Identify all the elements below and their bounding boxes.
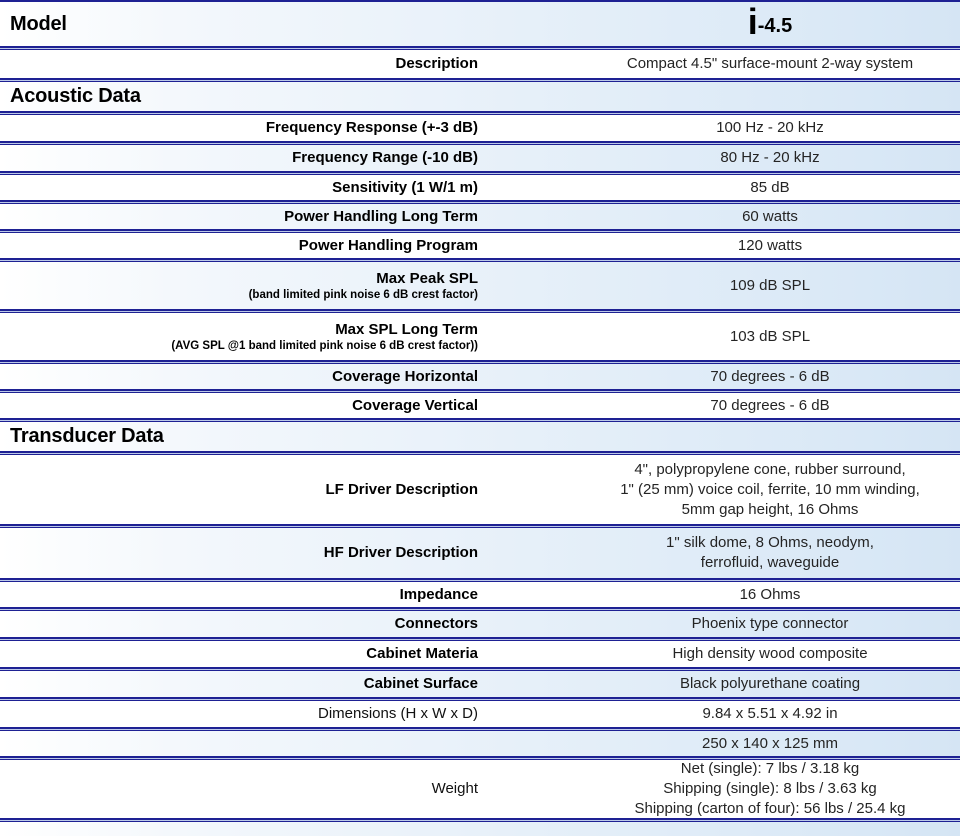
row-frequency-range	[0, 145, 960, 171]
row-label: Connectors	[394, 615, 478, 632]
row-value: Compact 4.5" surface-mount 2-way system	[626, 55, 914, 72]
row-label: Frequency Response (+-3 dB)	[265, 119, 478, 136]
row-value-line: 1" silk dome, 8 Ohms, neodym,	[666, 534, 874, 551]
row-label: Coverage Horizontal	[332, 367, 478, 385]
row-label: Description	[395, 55, 478, 72]
row-sensitivity	[0, 175, 960, 200]
row-value: 120 watts	[737, 236, 803, 254]
row-value: 70 degrees - 6 dB	[710, 367, 830, 385]
row-value: 60 watts	[742, 207, 798, 225]
row-value: 100 Hz - 20 kHz	[716, 119, 824, 136]
row-value: 109 dB SPL	[729, 276, 811, 294]
row-value: Phoenix type connector	[691, 615, 849, 632]
row-value: 70 degrees - 6 dB	[710, 396, 830, 414]
row-value: 80 Hz - 20 kHz	[720, 149, 820, 166]
model-logo-suffix: -4.5	[757, 15, 793, 37]
row-max-spl-long-term	[0, 313, 960, 360]
row-power-handling-program	[0, 233, 960, 258]
row-coverage-vertical	[0, 393, 960, 418]
row-frequency-response	[0, 115, 960, 141]
row-description	[0, 50, 960, 78]
row-label: Dimensions (H x W x D)	[317, 705, 478, 722]
model-logo	[480, 2, 960, 46]
row-label: LF Driver Description	[325, 480, 478, 498]
row-label: Cabinet Materia	[366, 645, 478, 662]
row-cabinet-material	[0, 641, 960, 667]
row-value-line: Shipping (single): 8 lbs / 3.63 kg	[663, 780, 877, 797]
row-coverage-horizontal	[0, 364, 960, 389]
transducer-section-title: Transducer Data	[10, 425, 164, 447]
row-value-line: 4", polypropylene cone, rubber surround,	[634, 460, 906, 478]
row-connectors	[0, 611, 960, 637]
row-label: Impedance	[399, 585, 478, 603]
row-label: Coverage Vertical	[352, 396, 478, 414]
row-label: Frequency Range (-10 dB)	[292, 149, 478, 166]
row-value-line: 5mm gap height, 16 Ohms	[681, 500, 859, 518]
row-value: 16 Ohms	[739, 585, 801, 603]
row-value: Black polyurethane coating	[679, 675, 861, 692]
model-logo-i: i	[747, 1, 758, 42]
bottom-strip	[0, 822, 960, 836]
row-label: Max Peak SPL	[376, 269, 478, 287]
row-value: 85 dB	[750, 178, 790, 196]
transducer-data-header-row	[0, 422, 960, 451]
row-label: Sensitivity (1 W/1 m)	[332, 178, 478, 196]
row-sublabel: (AVG SPL @1 band limited pink noise 6 dB crest factor))	[171, 339, 478, 352]
row-sublabel: (band limited pink noise 6 dB crest factor)	[248, 288, 478, 301]
model-section-title: Model	[10, 12, 67, 35]
acoustic-section-title: Acoustic Data	[10, 85, 141, 107]
row-power-handling-long-term	[0, 204, 960, 229]
row-label: Power Handling Long Term	[284, 207, 478, 225]
row-value: 103 dB SPL	[729, 327, 811, 345]
row-label: Weight	[431, 780, 478, 797]
row-lf-driver-description	[0, 455, 960, 524]
row-label: Max SPL Long Term	[335, 320, 478, 338]
row-value-line: Net (single): 7 lbs / 3.18 kg	[680, 760, 860, 777]
row-label: Cabinet Surface	[363, 675, 478, 692]
row-impedance	[0, 582, 960, 607]
row-hf-driver-description	[0, 528, 960, 578]
row-dimensions-in	[0, 701, 960, 727]
row-cabinet-surface	[0, 671, 960, 697]
row-value-line: 1" (25 mm) voice coil, ferrite, 10 mm winding,	[620, 480, 920, 498]
row-max-peak-spl	[0, 262, 960, 309]
row-value: High density wood composite	[672, 645, 868, 662]
row-label: HF Driver Description	[323, 544, 478, 561]
row-dimensions-mm	[0, 731, 960, 756]
row-label: Power Handling Program	[298, 236, 478, 254]
row-weight	[0, 760, 960, 818]
row-value: 9.84 x 5.51 x 4.92 in	[702, 705, 838, 722]
row-value-line: Shipping (carton of four): 56 lbs / 25.4 kg	[634, 800, 906, 817]
acoustic-data-header-row	[0, 82, 960, 111]
model-header-row	[0, 2, 960, 46]
row-value: 250 x 140 x 125 mm	[702, 734, 838, 752]
row-value-line: ferrofluid, waveguide	[700, 554, 840, 571]
